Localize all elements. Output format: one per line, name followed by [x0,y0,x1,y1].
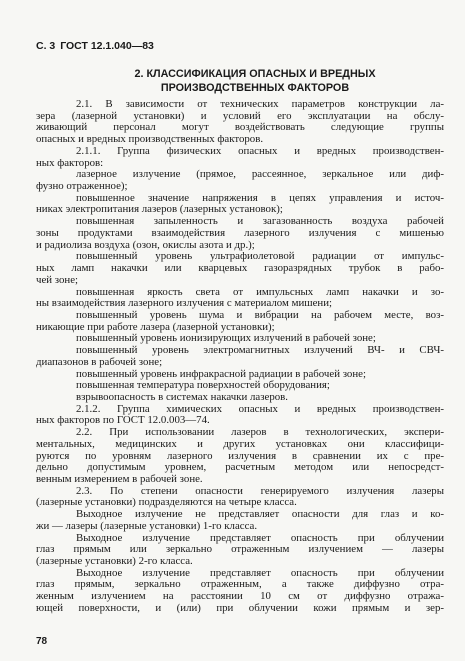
text-line: Выходное излучение представляет опасность при облучении [76,566,444,579]
text-line: глаз прямым или зеркально отраженным излучением — лазеры [36,543,444,556]
text-line: ных факторов: [36,156,104,169]
text-line: повышенный уровень шума и вибрации на рабочем месте, воз- [76,308,444,321]
text-line: зоны продуктами взаимодействия лазерного излучения с мишенью [36,226,444,239]
text-line: 2.1.1. Группа физических опасных и вредных производствен- [76,144,444,157]
text-line: зера (лазерной установки) и условий его эксплуатации на обслу- [36,109,444,122]
text-line: повышенный уровень электромагнитных излучений ВЧ- и СВЧ- [76,344,444,357]
standard-id: ГОСТ 12.1.040—83 [60,40,154,52]
text-line: диапазонов в рабочей зоне; [36,355,163,368]
text-line: женным излучением на расстоянии 10 см от диффузно отража- [36,590,444,603]
text-line: повышенный уровень ионизирующих излучений в рабочей зоне; [76,332,376,345]
text-line: (лазерные установки) 2-го класса. [36,555,193,568]
text-line: ментальных, медицинских и других установках они классифици- [36,437,444,450]
text-line: повышенная температура поверхностей оборудования; [76,379,330,392]
text-line: жи — лазеры (лазерные установки) 1-го класса. [36,519,258,532]
text-line: глаз прямым, зеркально отраженным, а также диффузно отра- [36,578,444,591]
text-line: ющей поверхности, и (или) при облучении кожи прямым и зер- [36,601,444,614]
text-line: венным измерением в рабочей зоне. [36,473,203,485]
text-line: Выходное излучение представляет опасность при облучении [76,531,444,544]
text-line: никах электропитания лазеров (лазерных установок); [36,203,283,216]
text-line: 2.3. По степени опасности генерируемого излучения лазеры [76,484,444,497]
text-line: повышенная запыленность и загазованность воздуха рабочей [76,215,444,228]
text-line: Выходное излучение не представляет опасности для глаз и ко- [76,508,444,521]
text-line: (лазерные установки) подразделяются на четыре класса. [36,496,297,509]
text-line: 2.1. В зависимости от технических параметров конструкции ла- [76,98,444,110]
text-line: и радиолиза воздуха (озон, окислы азота и др.); [36,238,255,251]
text-line: повышенный уровень ультрафиолетовой радиации от импульс- [76,250,444,263]
text-line: чей зоне; [36,273,79,286]
text-line: 2.2. При использовании лазеров в технологических, экспери- [76,426,444,439]
text-line: ных ламп накачки или кварцевых газоразрядных трубок в рабо- [36,262,444,275]
document-body [36,99,444,615]
page-number: 78 [36,636,48,647]
text-line: повышенная яркость света от импульсных ламп накачки и зо- [76,285,444,298]
page-marker: С. 3 [36,40,56,52]
section-title [90,67,420,95]
text-line: повышенный уровень инфракрасной радиации в рабочей зоне; [76,367,366,380]
text-line: 2.1.2. Группа химических опасных и вредных производствен- [76,402,444,415]
text-line: ны взаимодействия лазерного излучения с материалом мишени; [36,297,333,310]
text-line: опасных и вредных производственных факторов. [36,133,264,146]
text-line: никающие при работе лазера (лазерной установки); [36,320,275,333]
text-line: повышенное значение напряжения в цепях управления и источ- [76,191,444,204]
text-line: лазерное излучение (прямое, рассеянное, зеркальное или диф- [76,168,444,181]
section-title-line: ПРОИЗВОДСТВЕННЫХ ФАКТОРОВ [160,82,350,94]
text-line: живающий персонал могут воздействовать следующие группы [36,121,444,134]
section-title-line: 2. КЛАССИФИКАЦИЯ ОПАСНЫХ И ВРЕДНЫХ [134,68,376,80]
text-line: ных факторов по ГОСТ 12.0.003—74. [36,414,210,427]
text-line: руются по уровням лазерного излучения в сравнении их с пре- [36,449,444,462]
page-header [36,40,154,52]
text-line: фузно отраженное); [36,180,128,193]
text-line: дельно допустимым уровнем, расчетным методом или непосредст- [36,461,444,474]
text-line: взрывоопасность в системах накачки лазеров. [76,390,289,403]
